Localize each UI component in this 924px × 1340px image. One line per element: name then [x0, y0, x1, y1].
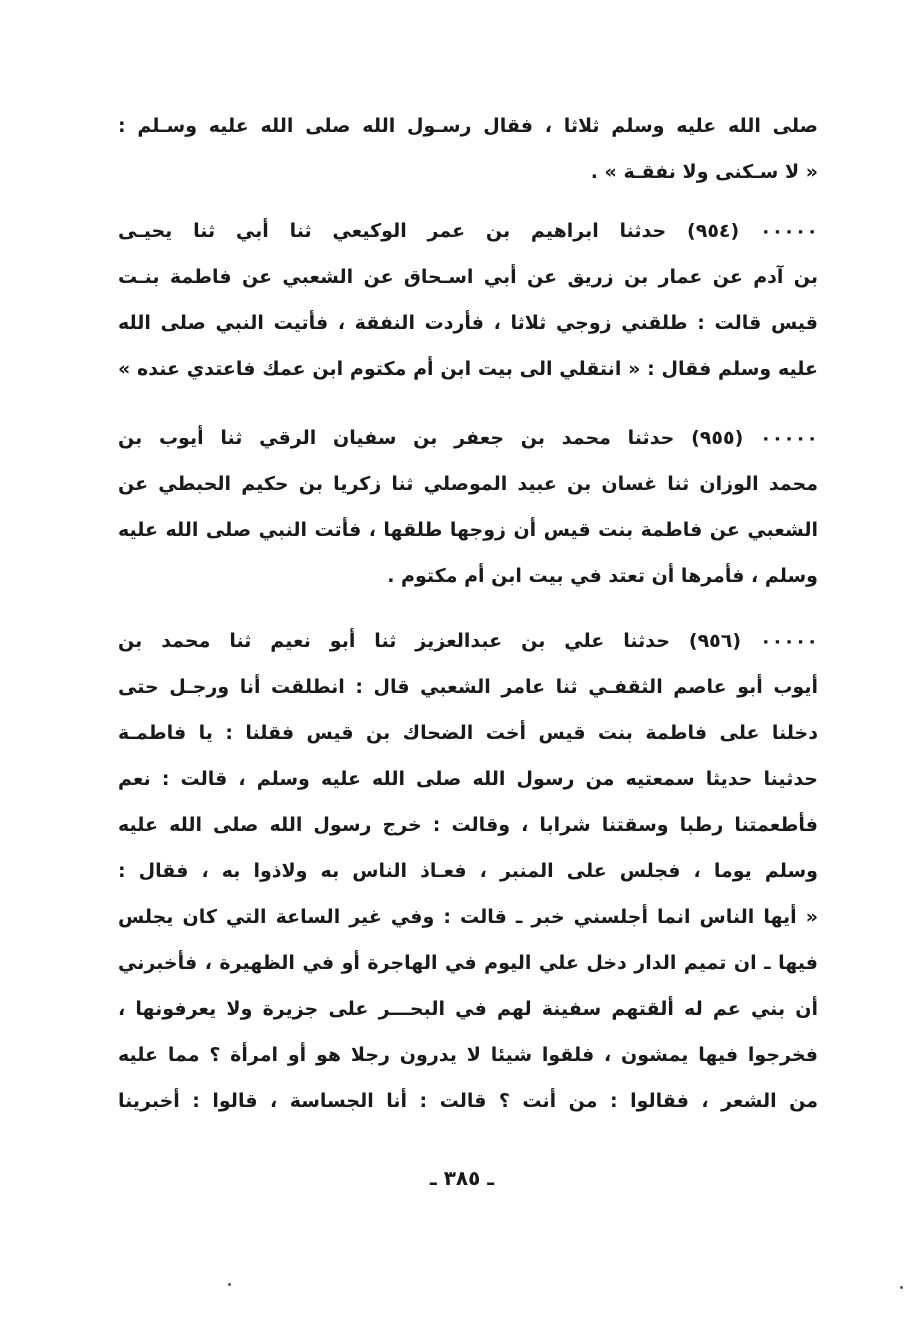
- text-line: « أيها الناس انما أجلسني خبر ـ قالت : وفي غير الساعة التي كان يجلس: [118, 906, 818, 928]
- text-line: فأطعمتنا رطبا وسقتنا شرابا ، وقالت : خرج رسول الله صلى الله عليه: [118, 814, 818, 836]
- text-line: ٠٠٠٠٠ (٩٥٥) حدثنا محمد بن جعفر بن سفيان الرقي ثنا أيوب بن: [118, 427, 818, 449]
- text-line: ٠٠٠٠٠ (٩٥٦) حدثنا علي بن عبدالعزيز ثنا أبو نعيم ثنا محمد بن: [118, 630, 818, 652]
- text-line: صلى الله عليه وسلم ثلاثا ، فقال رسـول الله صلى الله عليه وسـلم :: [118, 115, 818, 137]
- hadith-956: [118, 618, 818, 1124]
- text-line: وسلم يوما ، فجلس على المنبر ، فعـاذ الناس به ولاذوا به ، فقال :: [118, 860, 818, 882]
- text-line: الشعبي عن فاطمة بنت قيس أن زوجها طلقها ، فأتت النبي صلى الله عليه: [118, 519, 818, 541]
- page-number: ـ ٣٨٥ ـ: [429, 1166, 495, 1190]
- text-line: ٠٠٠٠٠ (٩٥٤) حدثنا ابراهيم بن عمر الوكيعي ثنا أبي ثنا يحيـى: [118, 220, 818, 242]
- hadith-954: [118, 208, 818, 392]
- text-line: فيها ـ ان تميم الدار دخل علي اليوم في الهاجرة أو في الظهيرة ، فأخبرني: [118, 952, 818, 974]
- text-line: عليه وسلم فقال : « انتقلي الى بيت ابن أم مكتوم ابن عمك فاعتدي عنده »: [118, 358, 818, 380]
- hadith-955: [118, 415, 818, 599]
- text-line: من الشعر ، فقالوا : من أنت ؟ قالت : أنا الجساسة ، قالوا : أخبرينا: [118, 1090, 818, 1112]
- text-line: فخرجوا فيها يمشون ، فلقوا شيئا لا يدرون رجلا هو أو امرأة ؟ مما عليه: [118, 1044, 818, 1066]
- text-line: « لا سـكنى ولا نفقـة » .: [590, 161, 818, 183]
- text-line: محمد الوزان ثنا غسان بن عبيد الموصلي ثنا زكريا بن حكيم الحبطي عن: [118, 473, 818, 495]
- paragraph-continuation: [118, 103, 818, 195]
- text-line: قيس قالت : طلقني زوجي ثلاثا ، فأردت النفقة ، فأتيت النبي صلى الله: [118, 312, 818, 334]
- text-line: دخلنا على فاطمة بنت قيس أخت الضحاك بن قيس فقلنا : يا فاطمـة: [118, 722, 818, 744]
- text-line: حدثينا حديثا سمعتيه من رسول الله صلى الله عليه وسلم ، قالت : نعم: [118, 768, 818, 790]
- text-line: أن بني عم له ألقتهم سفينة لهم في البحـــر على جزيرة ولا يعرفونها ،: [118, 998, 818, 1020]
- scan-speck: [900, 1286, 903, 1289]
- scan-speck: [228, 1283, 231, 1286]
- text-line: وسلم ، فأمرها أن تعتد في بيت ابن أم مكتوم .: [387, 565, 818, 587]
- text-line: أيوب أبو عاصم الثقفـي ثنا عامر الشعبي قال : انطلقت أنا ورجـل حتى: [118, 676, 818, 698]
- text-line: بن آدم عن عمار بن زريق عن أبي اسـحاق عن الشعبي عن فاطمة بنـت: [118, 266, 818, 288]
